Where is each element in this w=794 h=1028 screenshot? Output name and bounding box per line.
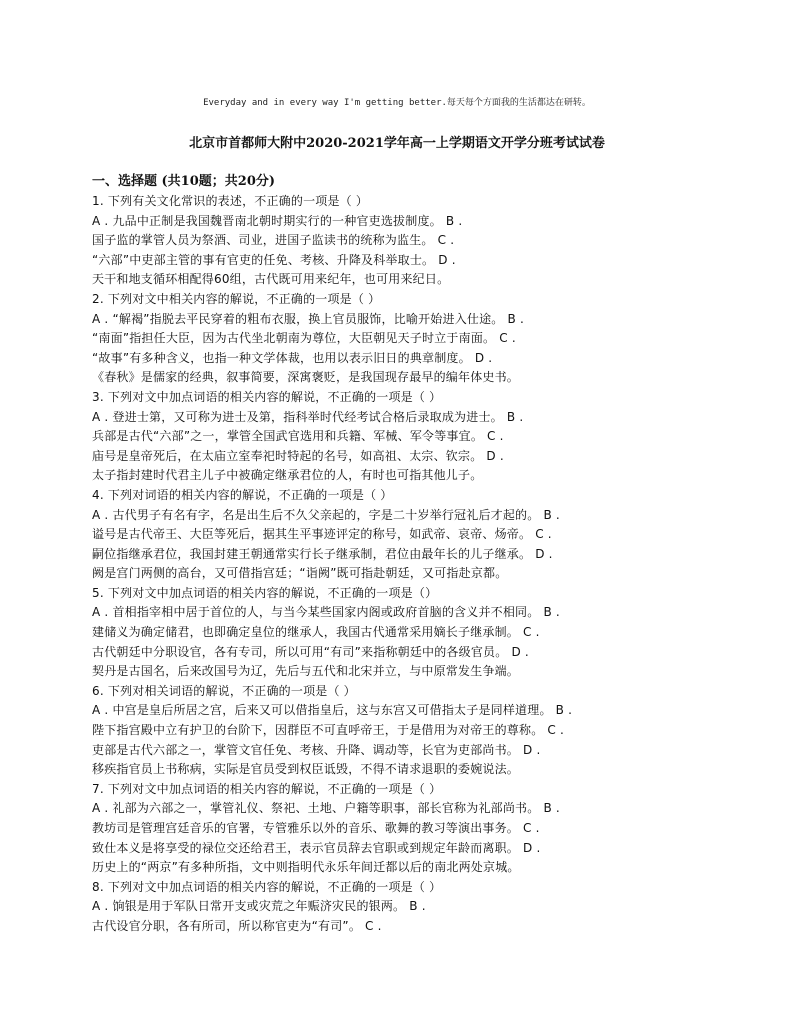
text-line: 古代朝廷中分职设官，各有专司，所以可用“有司”来指称朝廷中的各级官员。 D . [92,644,529,659]
text-line: “南面”指担任大臣，因为古代坐北朝南为尊位，大臣朝见天子时立于南面。 C . [92,331,516,346]
text-line: 历史上的“两京”有多种所指，文中则指明代永乐年间迁都以后的南北两处京城。 [92,860,520,875]
text-line: 兵部是古代“六部”之一，掌管全国武官选用和兵籍、军械、军令等事宜。 C . [92,429,504,444]
text-line: 国子监的掌管人员为祭酒、司业，进国子监读书的统称为监生。 C . [92,233,455,248]
text-line: “故事”有多种含义，也指一种文学体裁，也用以表示旧日的典章制度。 D . [92,350,493,365]
text-line: 《春秋》是儒家的经典，叙事简要，深寓褒贬，是我国现存最早的编年体史书。 [92,370,520,385]
text-line: 5. 下列对文中加点词语的相关内容的解说，不正确的一项是（） [92,585,438,600]
text-line: A . 饷银是用于军队日常开支或灾荒之年赈济灾民的银两。 B . [92,899,426,914]
text-line: 4. 下列对词语的相关内容的解说，不正确的一项是（ ） [92,487,393,502]
text-line: 教坊司是管理宫廷音乐的官署，专管雅乐以外的音乐、歌舞的教习等演出事务。 C . [92,821,540,835]
text-line: 3. 下列对文中加点词语的相关内容的解说，不正确的一项是（ ） [92,389,442,404]
text-line: 谥号是古代帝王、大臣等死后，据其生平事迹评定的称号，如武帝、哀帝、炀帝。 C . [92,527,552,542]
text-line: 建储义为确定储君，也即确定皇位的继承人，我国古代通常采用嫡长子继承制。 C . [92,625,540,640]
text-line: 1. 下列有关文化常识的表述，不正确的一项是（ ） [92,194,369,208]
text-line: 太子指封建时代君主儿子中被确定继承君位的人，有时也可指其他儿子。 [92,468,483,483]
text-line: 6. 下列对相关词语的解说，不正确的一项是（ ） [92,683,356,698]
text-line: 陛下指宫殿中立有护卫的台阶下，因群臣不可直呼帝王，于是借用为对帝王的尊称。 C . [92,723,565,738]
exam-title: 北京市首都师大附中2020-2021学年高一上学期语文开学分班考试试卷 [189,136,605,151]
section-heading: 一、选择题 (共10题；共20分) [92,174,276,189]
text-line: 2. 下列对文中相关内容的解说，不正确的一项是（ ） [92,291,381,306]
text-line: 吏部是古代六部之一，掌管文官任免、考核、升降、调动等，长官为吏部尚书。 D . [92,742,541,757]
header-motto: Everyday and in every way I'm getting better.每天每个方面我的生活都达在研转。 [203,98,591,108]
text-line: A . “解褐”指脱去平民穿着的粗布衣服，换上官员服饰，比喻开始进入仕途。 B . [92,311,524,326]
text-line: A . 中宫是皇后所居之宫，后来又可以借指皇后，这与东宫又可借指太子是同样道理。 B . [92,703,573,718]
text-line: A . 礼部为六部之一，掌管礼仪、祭祀、土地、户籍等职事，部长官称为礼部尚书。 B . [92,801,560,816]
text-line: 移疾指官员上书称病，实际是官员受到权臣诋毁，不得不请求退职的委婉说法。 [92,762,520,777]
text-line: 7. 下列对文中加点词语的相关内容的解说，不正确的一项是（ ） [92,781,442,796]
text-line: 古代设官分职，各有所司，所以称官吏为“有司”。 C . [92,918,382,933]
text-line: 致仕本义是将享受的禄位交还给君王，表示官员辞去官职或到规定年龄而离职。 D . [92,840,541,855]
text-line: A . 九品中正制是我国魏晋南北朝时期实行的一种官吏选拔制度。 B . [92,213,463,228]
text-line: 天干和地支循环相配得60组，古代既可用来纪年，也可用来纪日。 [92,272,450,287]
text-line: 嗣位指继承君位，我国封建王朝通常实行长子继承制，君位由最年长的儿子继承。 D . [92,546,553,561]
text-line: 阙是宫门两侧的高台，又可借指宫廷；“诣阙”既可指赴朝廷，又可指赴京都。 [92,566,508,581]
text-line: A . 首相指宰相中居于首位的人，与当今某些国家内阁或政府首脑的含义并不相同。 B . [92,605,560,620]
text-line: “六部”中吏部主管的事有官吏的任免、考核、升降及科举取士。 D . [92,252,456,267]
text-line: A . 古代男子有名有字，名是出生后不久父亲起的，字是二十岁举行冠礼后才起的。 B . [92,507,560,522]
text-line: 庙号是皇帝死后，在太庙立室奉祀时特起的名号，如高祖、太宗、钦宗。 D . [92,448,504,463]
text-line: 8. 下列对文中加点词语的相关内容的解说，不正确的一项是（ ） [92,879,442,894]
question-lines [92,192,732,937]
text-line: A . 登进士第，又可称为进士及第，指科举时代经考试合格后录取成为进士。 B . [92,409,524,424]
text-line: 契丹是古国名，后来改国号为辽，先后与五代和北宋并立，与中原常发生争端。 [92,664,520,679]
question-content [92,172,732,937]
